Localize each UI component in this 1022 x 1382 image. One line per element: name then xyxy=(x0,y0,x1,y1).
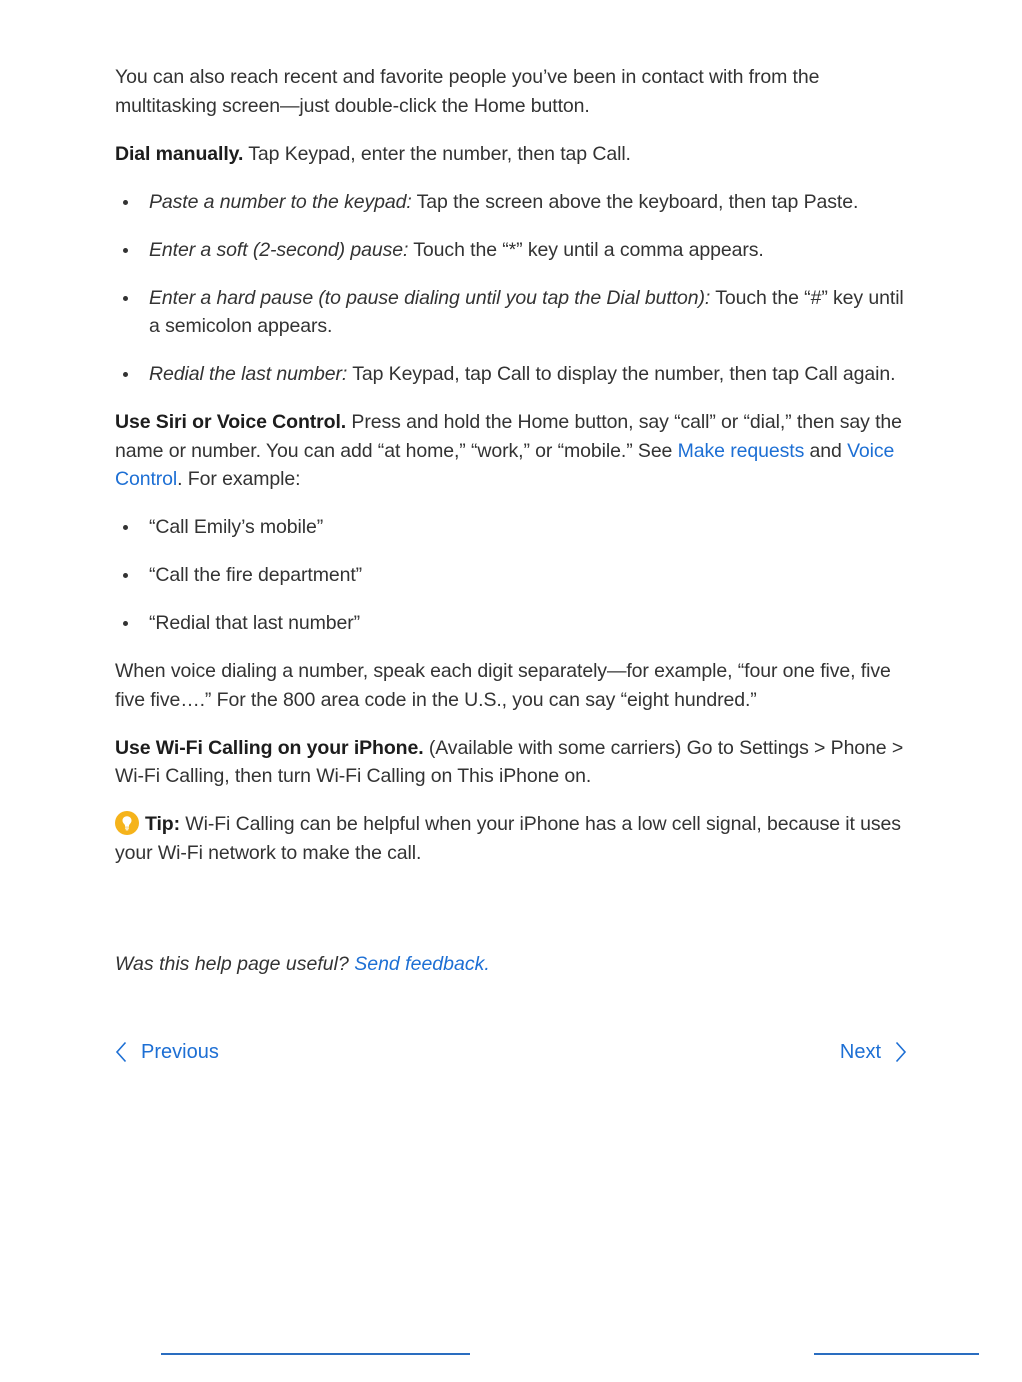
chevron-right-icon xyxy=(895,1041,907,1063)
footer-divider-right xyxy=(814,1353,979,1355)
siri-text-2: and xyxy=(804,439,848,462)
bullet-term: Enter a soft (2-second) pause: xyxy=(149,238,409,261)
dial-manually-paragraph xyxy=(115,140,910,169)
chevron-left-icon xyxy=(115,1041,127,1063)
article-body xyxy=(115,63,910,887)
bullet-text: Tap the screen above the keyboard, then tap Paste. xyxy=(411,190,859,213)
list-item xyxy=(115,284,910,341)
previous-button[interactable] xyxy=(115,1038,219,1066)
wifi-calling-text: (Available with some carriers) Go to Settings > Phone > Wi-Fi Calling, then turn Wi-Fi Calling on This iPhone on. xyxy=(115,736,904,787)
voice-control-link[interactable]: Voice Control xyxy=(115,439,895,490)
list-item: “Call Emily’s mobile” xyxy=(115,513,910,542)
bullet-term: Paste a number to the keypad: xyxy=(149,190,412,213)
siri-text-3: . For example: xyxy=(177,468,301,490)
next-label: Next xyxy=(839,1041,881,1063)
previous-label: Previous xyxy=(141,1041,219,1063)
bullet-term: Enter a hard pause (to pause dialing until you tap the Dial button): xyxy=(149,286,711,309)
lightbulb-icon xyxy=(115,811,139,835)
bullet-text: Touch the “*” key until a comma appears. xyxy=(408,238,764,261)
list-item xyxy=(115,360,910,389)
intro-paragraph: You can also reach recent and favorite people you’ve been in contact with from the multitasking screen—just double-click the Home button. xyxy=(115,66,820,117)
tip-text: Wi-Fi Calling can be helpful when your iPhone has a low cell signal, because it uses your Wi-Fi network to make the call. xyxy=(115,813,901,864)
make-requests-link[interactable]: Make requests xyxy=(677,439,805,462)
list-item xyxy=(115,188,910,217)
siri-text-1: Press and hold the Home button, say “call” or “dial,” then say the name or number. You can add “at home,” “work,” or “mobile.” See xyxy=(115,411,902,462)
next-button[interactable] xyxy=(840,1038,907,1066)
siri-paragraph xyxy=(115,408,910,494)
bullet-text: Touch the “#” key until a semicolon appears. xyxy=(149,286,904,337)
tip-label: Tip: xyxy=(145,813,180,835)
feedback-prompt xyxy=(115,950,490,978)
feedback-question: Was this help page useful? xyxy=(115,953,355,975)
siri-heading: Use Siri or Voice Control. xyxy=(115,411,347,433)
dial-options-list xyxy=(115,188,910,389)
list-item: “Call the fire department” xyxy=(115,561,910,590)
wifi-calling-heading: Use Wi-Fi Calling on your iPhone. xyxy=(115,736,424,759)
list-item xyxy=(115,236,910,265)
dial-manually-text: Tap Keypad, enter the number, then tap Call. xyxy=(243,142,631,165)
voice-dialing-paragraph: When voice dialing a number, speak each digit separately—for example, “four one five, five five five….” For the 800 area code in the U.S., you can say “eight hundred.” xyxy=(115,660,891,711)
siri-examples-list xyxy=(115,513,910,638)
list-item: “Redial that last number” xyxy=(115,609,910,638)
bullet-text: Tap Keypad, tap Call to display the number, then tap Call again. xyxy=(347,363,896,385)
footer-divider-left xyxy=(161,1353,470,1355)
wifi-calling-paragraph xyxy=(115,734,910,791)
send-feedback-link[interactable]: Send feedback. xyxy=(354,953,490,975)
tip-paragraph xyxy=(115,810,910,867)
bullet-term: Redial the last number: xyxy=(149,363,348,385)
dial-manually-heading: Dial manually. xyxy=(115,142,244,165)
